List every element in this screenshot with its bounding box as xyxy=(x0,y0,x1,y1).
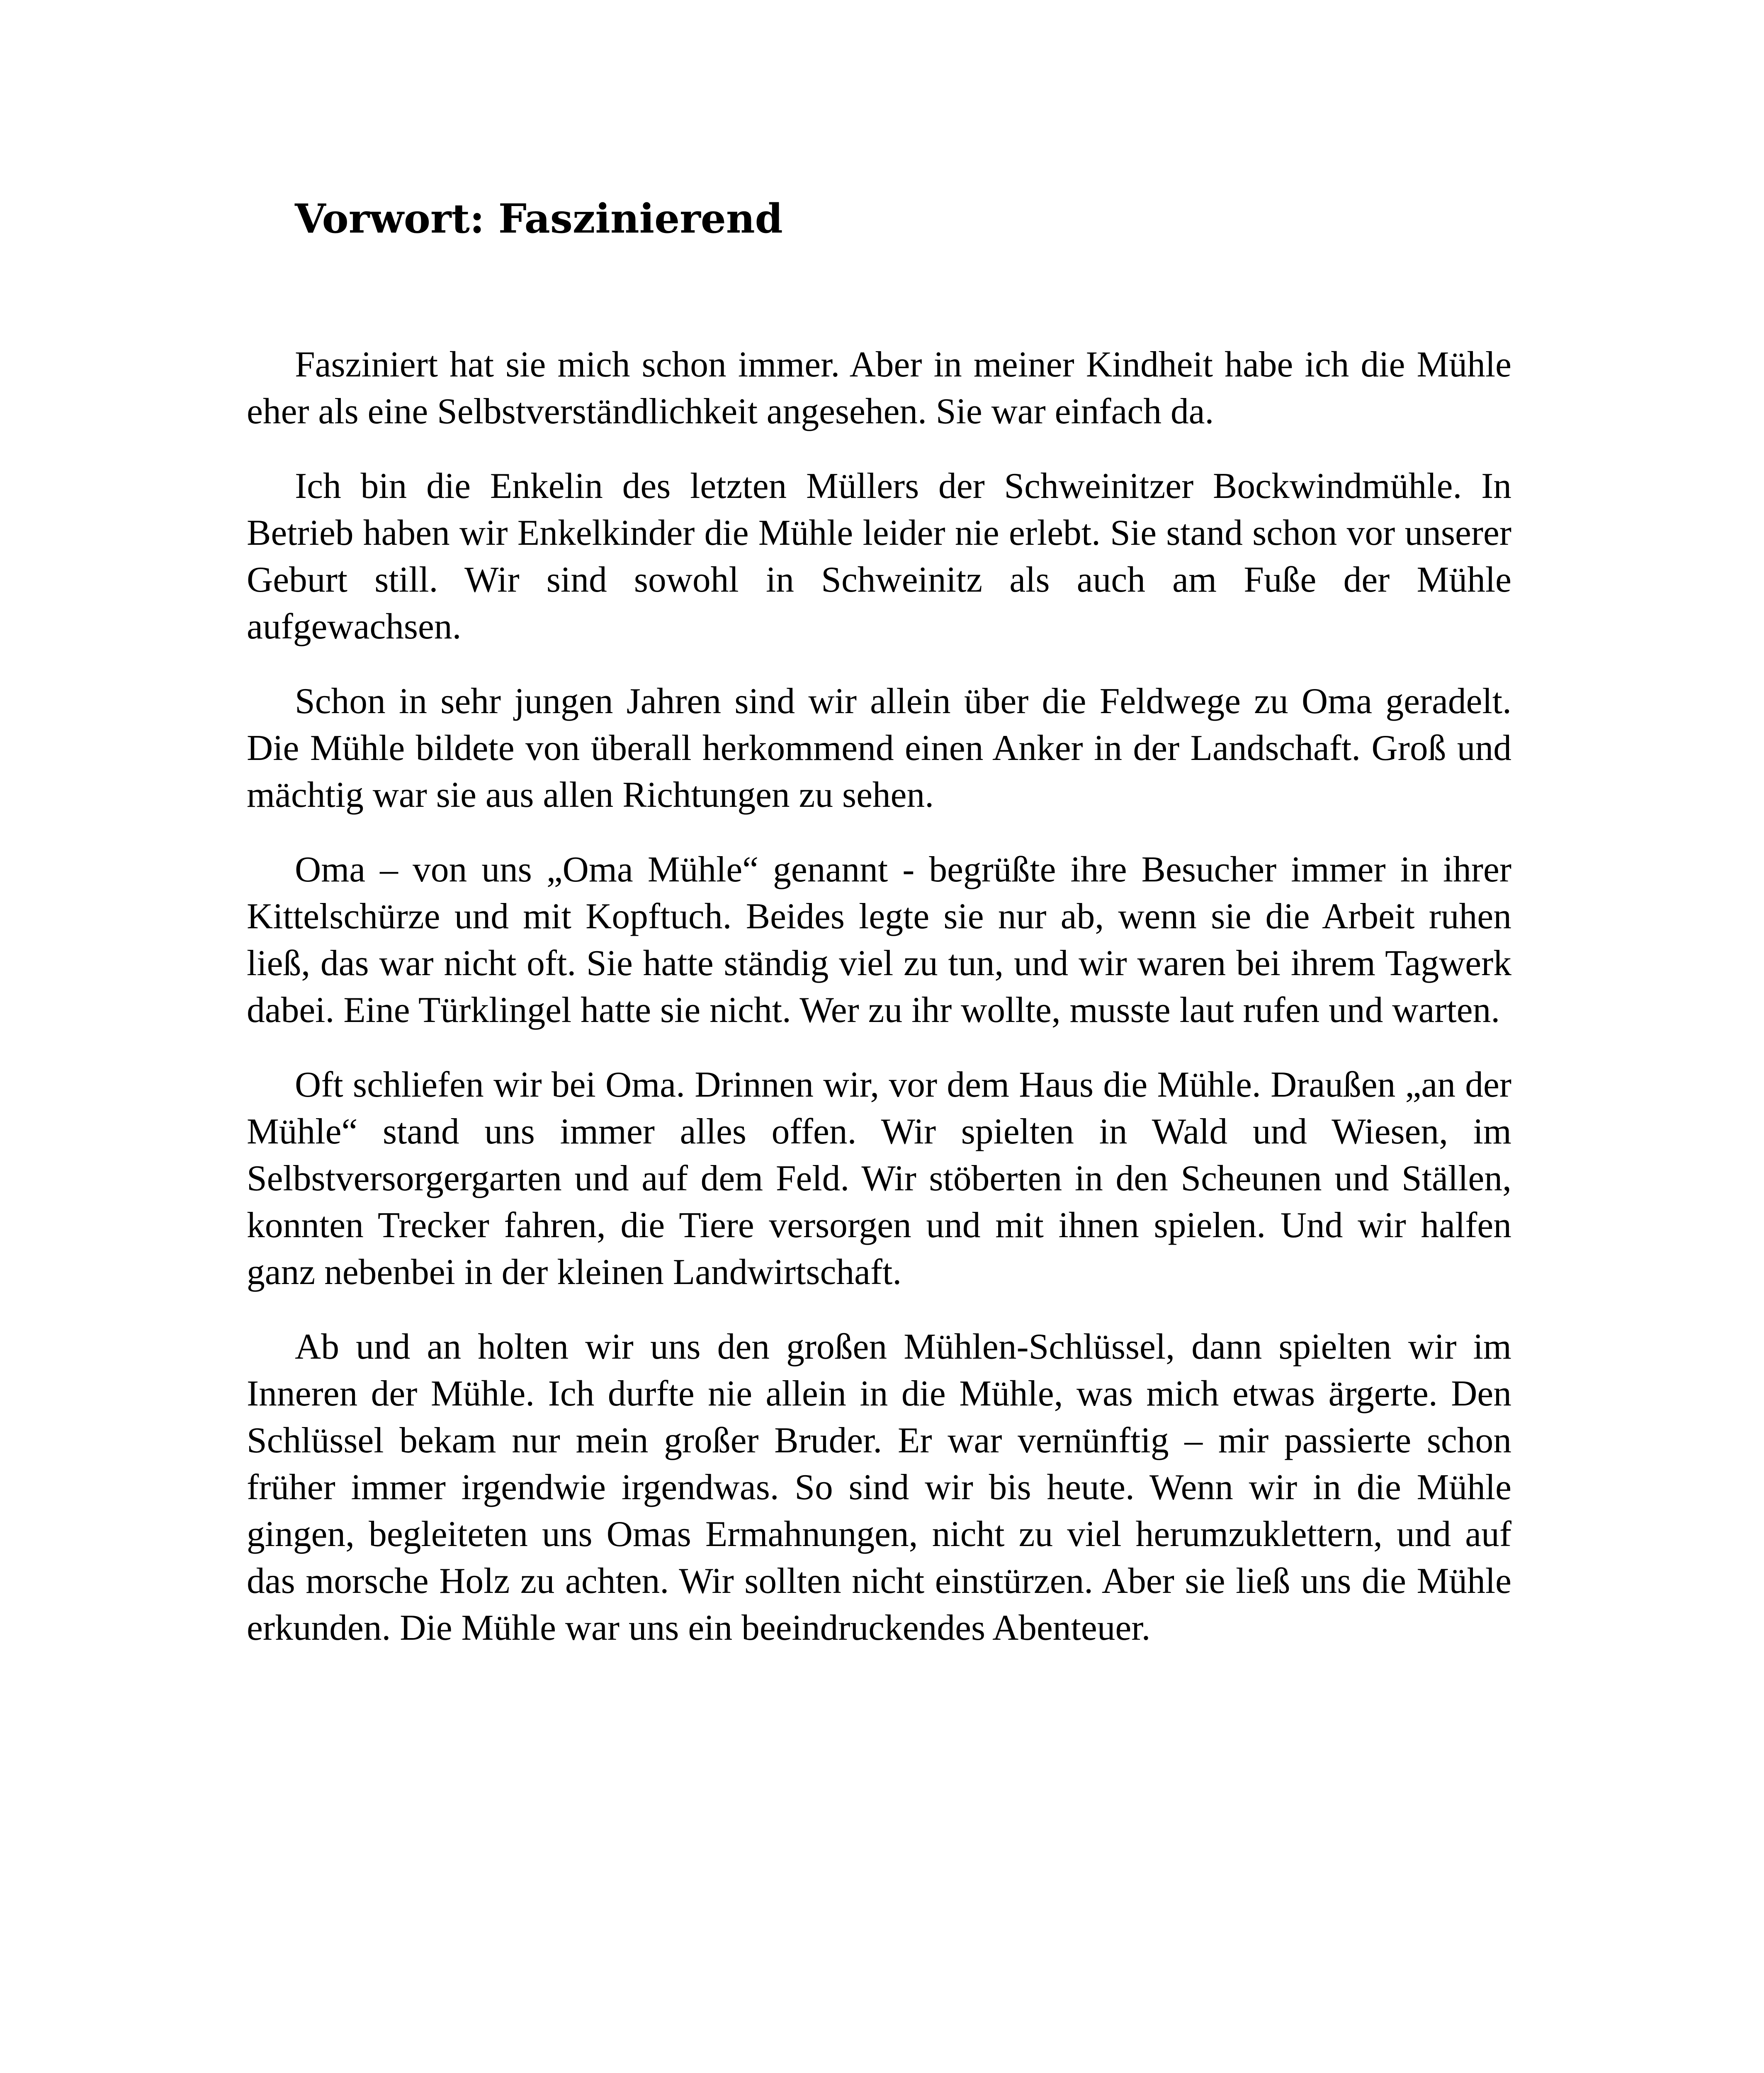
paragraph-5: Oft schliefen wir bei Oma. Drinnen wir, vor dem Haus die Mühle. Draußen „an der Mühle“ stand uns immer alles offen. Wir spielten in Wald und Wiesen, im Selbstversorgergarten und auf dem Feld. Wir stöberten in den Scheunen und Ställen, konnten Trecker fahren, die Tiere versorgen und mit ihnen spielen. Und wir halfen ganz nebenbei in der kleinen Landwirtschaft. xyxy=(247,1064,1511,1292)
chapter-heading: Vorwort: Faszinierend xyxy=(295,195,783,242)
paragraph-3: Schon in sehr jungen Jahren sind wir allein über die Feldwege zu Oma geradelt. Die Mühle bildete von überall herkommend einen Anker in der Landschaft. Groß und mächtig war sie aus allen Richtungen zu sehen. xyxy=(247,681,1511,815)
body-text xyxy=(247,341,1511,1651)
paragraph-4: Oma – von uns „Oma Mühle“ genannt - begrüßte ihre Besucher immer in ihrer Kittelschürze und mit Kopftuch. Beides legte sie nur ab, wenn sie die Arbeit ruhen ließ, das war nicht oft. Sie hatte ständig viel zu tun, und wir waren bei ihrem Tagwerk dabei. Eine Türklingel hatte sie nicht. Wer zu ihr wollte, musste laut rufen und warten. xyxy=(247,849,1511,1030)
paragraph-2: Ich bin die Enkelin des letzten Müllers der Schweinitzer Bockwindmühle. In Betrieb haben wir Enkelkinder die Mühle leider nie erlebt. Sie stand schon vor unserer Geburt still. Wir sind sowohl in Schweinitz als auch am Fuße der Mühle aufgewachsen. xyxy=(247,466,1511,646)
paragraph-6: Ab und an holten wir uns den großen Mühlen-Schlüssel, dann spielten wir im Inneren der Mühle. Ich durfte nie allein in die Mühle, was mich etwas ärgerte. Den Schlüssel bekam nur mein großer Bruder. Er war vernünftig – mir passierte schon früher immer irgendwie irgendwas. So sind wir bis heute. Wenn wir in die Mühle gingen, begleiteten uns Omas Ermahnungen, nicht zu viel herumzuklettern, und auf das morsche Holz zu achten. Wir sollten nicht einstürzen. Aber sie ließ uns die Mühle erkunden. Die Mühle war uns ein beeindruckendes Abenteuer. xyxy=(247,1326,1511,1648)
paragraph-1: Fasziniert hat sie mich schon immer. Aber in meiner Kindheit habe ich die Mühle eher als eine Selbstverständlichkeit angesehen. Sie war einfach da. xyxy=(247,344,1511,431)
